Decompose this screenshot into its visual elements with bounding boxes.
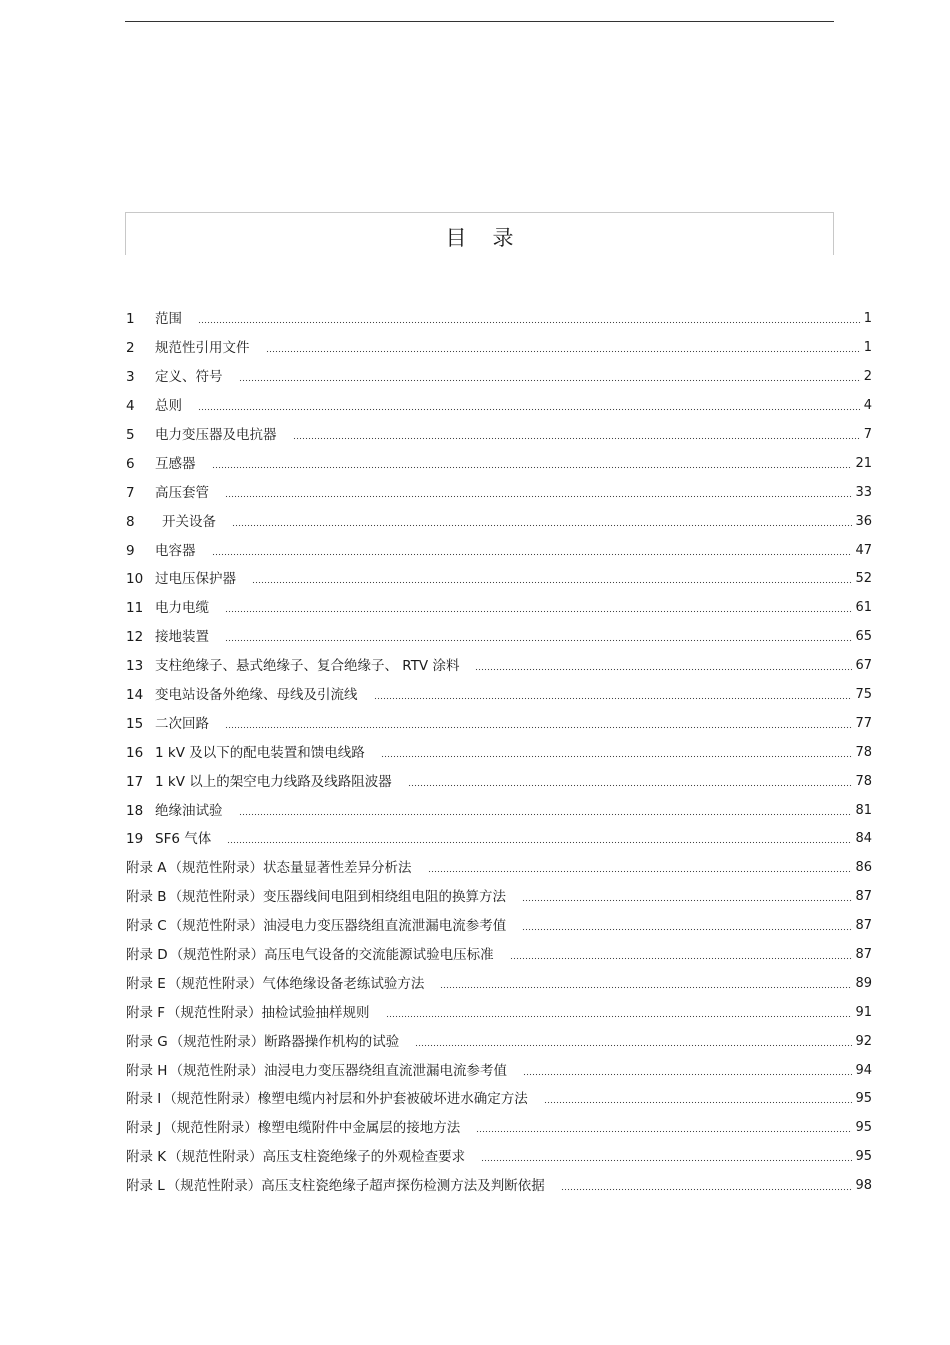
dot-leader bbox=[225, 719, 852, 729]
dot-leader bbox=[227, 834, 852, 844]
toc-page-number: 52 bbox=[855, 571, 872, 587]
dot-leader bbox=[198, 401, 861, 411]
toc-number: 16 bbox=[126, 744, 144, 761]
toc-page-number: 95 bbox=[855, 1091, 872, 1107]
toc-title: 定义、符号 bbox=[155, 369, 223, 386]
toc-number: 17 bbox=[126, 773, 144, 790]
toc-entry[interactable] bbox=[126, 392, 872, 421]
toc-page-number: 78 bbox=[855, 773, 872, 789]
toc-entry[interactable] bbox=[126, 594, 872, 623]
appendix-title: （规范性附录）高压支柱瓷绝缘子的外观检查要求 bbox=[168, 1149, 466, 1166]
toc-title: 电容器 bbox=[155, 542, 196, 559]
appendix-title: （规范性附录）状态量显著性差异分析法 bbox=[168, 860, 412, 877]
dot-leader bbox=[239, 372, 861, 382]
toc-entry[interactable] bbox=[126, 652, 872, 681]
toc-page-number: 7 bbox=[863, 427, 872, 442]
toc-entry[interactable] bbox=[126, 363, 872, 392]
toc-entry[interactable] bbox=[126, 421, 872, 450]
dot-leader bbox=[239, 806, 853, 816]
dot-leader bbox=[198, 314, 861, 324]
toc-appendix-entry[interactable] bbox=[126, 941, 872, 970]
appendix-title: （规范性附录）高压电气设备的交流能源试验电压标准 bbox=[169, 947, 494, 964]
toc-number: 15 bbox=[126, 715, 144, 732]
appendix-title: （规范性附录）气体绝缘设备老练试验方法 bbox=[167, 975, 425, 992]
toc-number: 18 bbox=[126, 802, 144, 819]
dot-leader bbox=[212, 546, 853, 556]
toc-number: 13 bbox=[126, 658, 144, 675]
toc-page-number: 94 bbox=[855, 1062, 872, 1078]
toc-entry[interactable] bbox=[126, 507, 872, 536]
dot-leader bbox=[475, 661, 852, 671]
toc-title: 1 kV 及以下的配电装置和馈电线路 bbox=[155, 744, 365, 761]
toc-title: 规范性引用文件 bbox=[155, 340, 250, 357]
toc-entry[interactable] bbox=[126, 767, 872, 796]
toc-page-number: 61 bbox=[855, 600, 872, 616]
toc-page-number: 87 bbox=[855, 947, 872, 963]
toc-appendix-entry[interactable] bbox=[126, 883, 872, 912]
toc-appendix-entry[interactable] bbox=[126, 1114, 872, 1143]
toc-page-number: 21 bbox=[855, 455, 872, 471]
dot-leader bbox=[374, 690, 853, 700]
toc-number: 5 bbox=[126, 427, 135, 443]
dot-leader bbox=[440, 979, 852, 989]
toc-page-number: 86 bbox=[855, 860, 872, 876]
toc-page-number: 67 bbox=[855, 658, 872, 674]
toc-page-number: 92 bbox=[855, 1033, 872, 1049]
dot-leader bbox=[481, 1152, 852, 1162]
appendix-label: 附录 G bbox=[126, 1033, 168, 1050]
appendix-title: （规范性附录）变压器线间电阻到相绕组电阻的换算方法 bbox=[168, 889, 507, 906]
appendix-label: 附录 I bbox=[126, 1091, 162, 1108]
toc-entry[interactable] bbox=[126, 825, 872, 854]
toc-number: 10 bbox=[126, 571, 144, 588]
toc-number: 2 bbox=[126, 340, 135, 357]
toc-appendix-entry[interactable] bbox=[126, 998, 872, 1027]
appendix-label: 附录 D bbox=[126, 947, 168, 964]
toc-entry[interactable] bbox=[126, 738, 872, 767]
dot-leader bbox=[225, 603, 852, 613]
dot-leader bbox=[381, 748, 853, 758]
dot-leader bbox=[252, 574, 852, 584]
toc-page-number: 89 bbox=[855, 975, 872, 991]
toc-title: 1 kV 以上的架空电力线路及线路阻波器 bbox=[155, 773, 392, 790]
dot-leader bbox=[386, 1008, 853, 1018]
toc-entry[interactable] bbox=[126, 305, 872, 334]
toc-title: 接地装置 bbox=[155, 629, 209, 646]
toc-appendix-entry[interactable] bbox=[126, 1027, 872, 1056]
dot-leader bbox=[522, 921, 852, 931]
dot-leader bbox=[523, 1066, 853, 1076]
toc-number: 6 bbox=[126, 455, 135, 472]
toc-page-number: 33 bbox=[855, 484, 872, 500]
toc-appendix-entry[interactable] bbox=[126, 969, 872, 998]
toc-title: 变电站设备外绝缘、母线及引流线 bbox=[155, 687, 358, 704]
appendix-label: 附录 L bbox=[126, 1178, 165, 1195]
toc-title: 总则 bbox=[155, 398, 182, 415]
toc-page-number: 75 bbox=[855, 687, 872, 703]
appendix-title: （规范性附录）橡塑电缆内衬层和外护套被破坏进水确定方法 bbox=[163, 1091, 528, 1108]
toc-appendix-entry[interactable] bbox=[126, 912, 872, 941]
dot-leader bbox=[476, 1123, 852, 1133]
appendix-label: 附录 F bbox=[126, 1004, 166, 1021]
toc-number: 19 bbox=[126, 831, 144, 848]
appendix-title: （规范性附录）橡塑电缆附件中金属层的接地方法 bbox=[163, 1120, 461, 1137]
title-box bbox=[125, 212, 834, 255]
appendix-label: 附录 B bbox=[126, 889, 167, 906]
dot-leader bbox=[232, 517, 852, 527]
toc-page-number: 91 bbox=[855, 1004, 872, 1020]
toc-title: 绝缘油试验 bbox=[155, 802, 223, 819]
toc-page-number: 4 bbox=[863, 398, 872, 414]
appendix-title: （规范性附录）油浸电力变压器绕组直流泄漏电流参考值 bbox=[169, 1062, 507, 1079]
toc-entry[interactable] bbox=[126, 623, 872, 652]
appendix-title: （规范性附录）断路器操作机构的试验 bbox=[169, 1033, 400, 1050]
toc-title: 电力变压器及电抗器 bbox=[155, 427, 277, 443]
toc-page-number: 87 bbox=[855, 918, 872, 934]
dot-leader bbox=[544, 1094, 853, 1104]
appendix-label: 附录 J bbox=[126, 1120, 162, 1137]
toc-entry[interactable] bbox=[126, 681, 872, 710]
toc-number: 7 bbox=[126, 484, 135, 501]
toc-number: 3 bbox=[126, 369, 135, 386]
toc-title: 电力电缆 bbox=[155, 600, 209, 617]
toc-title: 二次回路 bbox=[155, 715, 209, 732]
dot-leader bbox=[561, 1181, 853, 1191]
toc-number: 4 bbox=[126, 398, 135, 415]
toc-page-number: 36 bbox=[855, 513, 872, 529]
appendix-label: 附录 E bbox=[126, 975, 166, 992]
appendix-label: 附录 A bbox=[126, 860, 167, 877]
toc-page-number: 95 bbox=[855, 1120, 872, 1136]
appendix-label: 附录 K bbox=[126, 1149, 167, 1166]
toc-number: 9 bbox=[126, 542, 135, 559]
dot-leader bbox=[428, 863, 853, 873]
toc-page-number: 1 bbox=[863, 311, 872, 327]
toc-page-number: 78 bbox=[855, 744, 872, 760]
toc-page-number: 77 bbox=[855, 715, 872, 731]
toc-title: 范围 bbox=[155, 311, 182, 328]
dot-leader bbox=[225, 488, 852, 498]
toc-entry[interactable] bbox=[126, 536, 872, 565]
appendix-label: 附录 H bbox=[126, 1062, 168, 1079]
appendix-title: （规范性附录）油浸电力变压器绕组直流泄漏电流参考值 bbox=[168, 918, 507, 935]
toc-title: 开关设备 bbox=[162, 513, 216, 530]
toc-entry[interactable] bbox=[126, 565, 872, 594]
toc-title: 高压套管 bbox=[155, 484, 209, 501]
appendix-title: （规范性附录）高压支柱瓷绝缘子超声探伤检测方法及判断依据 bbox=[166, 1178, 545, 1195]
toc-entry[interactable] bbox=[126, 709, 872, 738]
appendix-title: （规范性附录）抽检试验抽样规则 bbox=[167, 1004, 370, 1021]
dot-leader bbox=[415, 1037, 852, 1047]
toc-page-number: 47 bbox=[855, 542, 872, 558]
dot-leader bbox=[212, 459, 853, 469]
toc-entry[interactable] bbox=[126, 796, 872, 825]
toc-number: 12 bbox=[126, 629, 144, 646]
toc-entry[interactable] bbox=[126, 449, 872, 478]
toc-page-number: 95 bbox=[855, 1149, 872, 1165]
toc-page-number: 2 bbox=[863, 369, 872, 385]
toc-number: 11 bbox=[126, 600, 144, 617]
toc-appendix-entry[interactable] bbox=[126, 1056, 872, 1085]
toc-appendix-entry[interactable] bbox=[126, 1085, 872, 1114]
dot-leader bbox=[266, 343, 861, 353]
toc-page-number: 84 bbox=[855, 831, 872, 847]
toc-title: 支柱绝缘子、悬式绝缘子、复合绝缘子、 RTV 涂料 bbox=[155, 658, 460, 675]
table-of-contents bbox=[126, 305, 872, 1201]
dot-leader bbox=[293, 430, 861, 440]
toc-page-number: 98 bbox=[855, 1178, 872, 1194]
toc-page-number: 87 bbox=[855, 889, 872, 905]
toc-appendix-entry[interactable] bbox=[126, 1172, 872, 1201]
toc-title: 过电压保护器 bbox=[155, 571, 236, 588]
toc-number: 8 bbox=[126, 513, 135, 530]
toc-title: SF6 气体 bbox=[155, 831, 212, 848]
toc-number: 14 bbox=[126, 687, 144, 704]
toc-entry[interactable] bbox=[126, 478, 872, 507]
toc-title: 互感器 bbox=[155, 455, 196, 472]
dot-leader bbox=[225, 632, 852, 642]
appendix-label: 附录 C bbox=[126, 918, 167, 935]
header-rule bbox=[125, 21, 834, 22]
toc-page-number: 65 bbox=[855, 629, 872, 645]
dot-leader bbox=[522, 892, 852, 902]
toc-appendix-entry[interactable] bbox=[126, 854, 872, 883]
dot-leader bbox=[510, 950, 853, 960]
toc-entry[interactable] bbox=[126, 334, 872, 363]
dot-leader bbox=[408, 777, 853, 787]
toc-page-number: 81 bbox=[855, 802, 872, 818]
toc-number: 1 bbox=[126, 311, 135, 328]
toc-page-number: 1 bbox=[863, 340, 872, 356]
toc-appendix-entry[interactable] bbox=[126, 1143, 872, 1172]
page-title: 目录 bbox=[445, 226, 540, 250]
